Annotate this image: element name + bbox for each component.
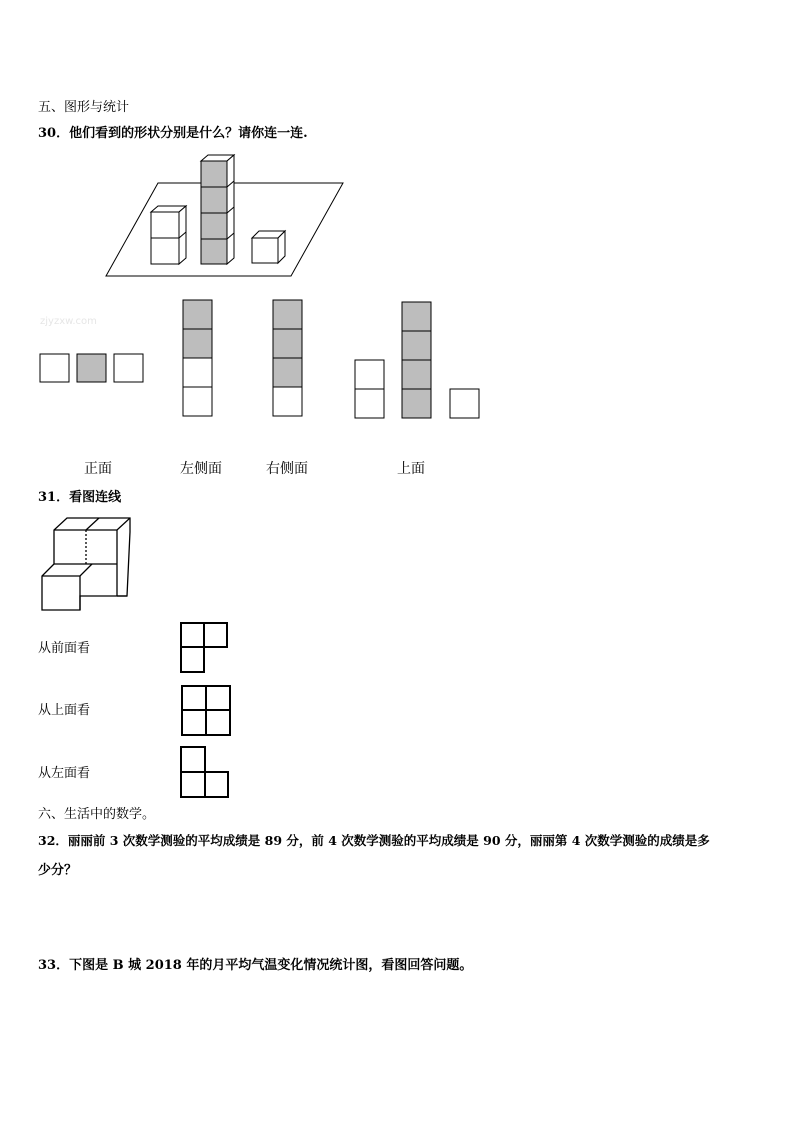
question-31-text: 31．看图连线: [38, 490, 122, 505]
question-32-line-1: 32．丽丽前 3 次数学测验的平均成绩是 89 分，前 4 次数学测验的平均成绩是 90 分，丽丽第 4 次数学测验的成绩是多: [38, 833, 710, 848]
section-heading-5: 五、图形与统计: [38, 100, 130, 115]
view-shape-2: [182, 686, 230, 735]
question-30-text: 30．他们看到的形状分别是什么？请你连一连.: [38, 126, 308, 141]
view-label-top: 从上面看: [38, 703, 91, 718]
section-heading-6: 六、生活中的数学。: [38, 807, 156, 822]
question-32-line-2: 少分？: [38, 863, 78, 878]
view-label-front: 从前面看: [38, 641, 91, 656]
question-33-text: 33．下图是 B 城 2018 年的月平均气温变化情况统计图，看图回答问题。: [38, 958, 473, 973]
view-shape-1: [181, 623, 227, 672]
label-right-side: 右侧面: [266, 461, 308, 477]
view-label-left: 从左面看: [38, 766, 91, 781]
label-left-side: 左侧面: [180, 461, 222, 477]
view-shape-3: [181, 747, 228, 797]
watermark: zjyzxw.com: [40, 316, 97, 327]
label-top: 上面: [397, 461, 425, 477]
label-front: 正面: [84, 461, 112, 477]
